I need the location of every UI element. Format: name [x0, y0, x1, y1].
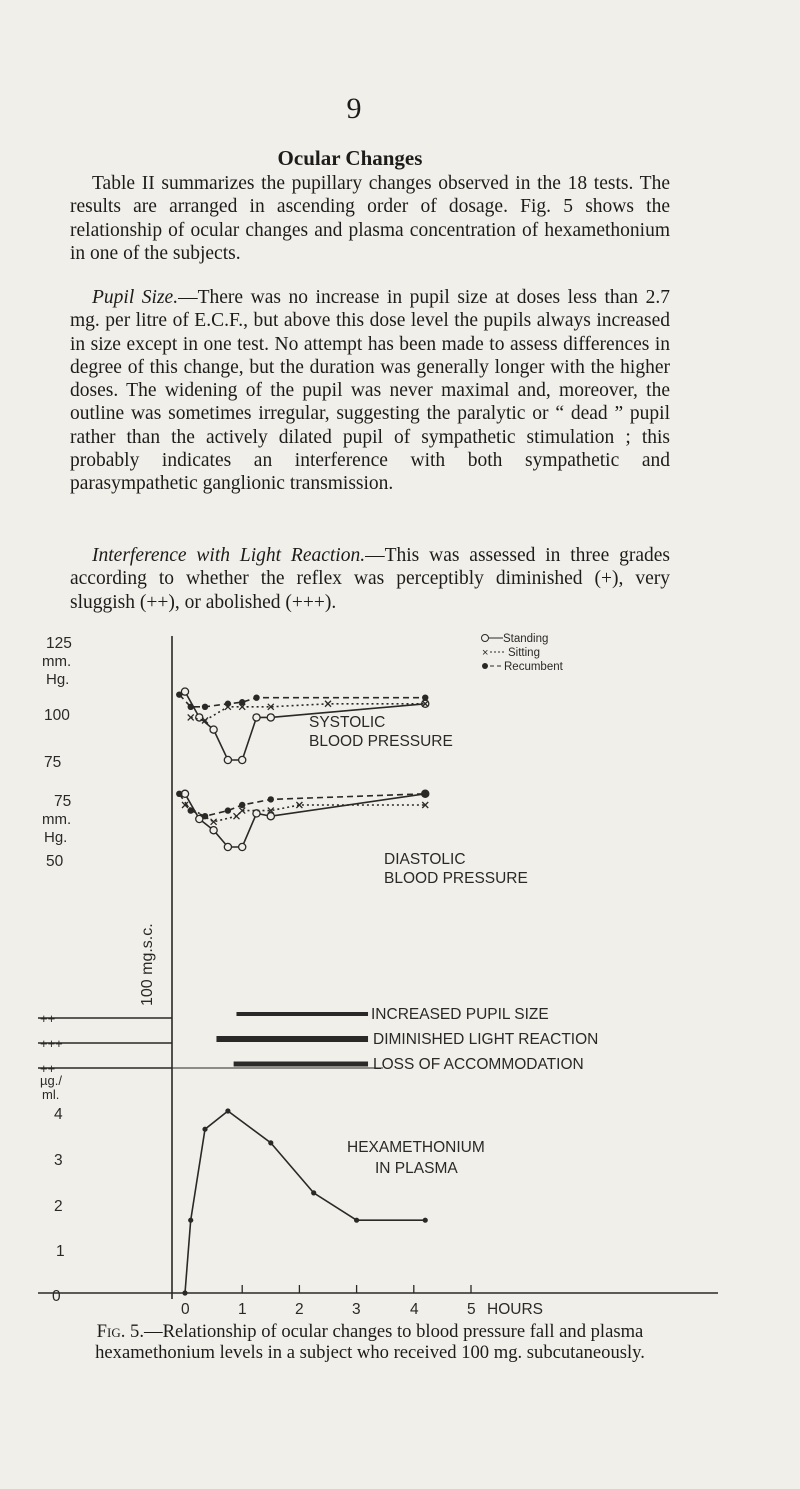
- plasma-point: [311, 1190, 316, 1195]
- bar-grade: +++: [40, 1036, 63, 1051]
- paragraph-lead: Interference with Light Reaction.: [92, 545, 366, 566]
- ocular-bar-0: [236, 1012, 368, 1016]
- plasma-point: [423, 1218, 428, 1223]
- plasma-unit: µg./: [40, 1073, 62, 1088]
- x-tick: 3: [352, 1301, 361, 1318]
- diastolic-point-standing: [224, 843, 231, 850]
- systolic-point-recumbent: [176, 691, 182, 697]
- systolic-point-sitting: [188, 714, 194, 720]
- diastolic-point-sitting: [233, 813, 239, 819]
- plasma-point: [354, 1218, 359, 1223]
- paragraph-summary: [70, 172, 670, 265]
- diastolic-series-sitting: [185, 805, 425, 822]
- caption-text: —Relationship of ocular changes to blood pressure fall and plasma hexamethonium levels in a subject who received 100 mg. subcutaneously.: [95, 1321, 645, 1363]
- recumbent-marker-icon: [482, 663, 488, 669]
- standing-marker-icon: [482, 635, 489, 642]
- plasma-point: [268, 1140, 273, 1145]
- diastolic-label: BLOOD PRESSURE: [384, 870, 528, 887]
- x-tick: 4: [410, 1301, 419, 1318]
- legend-recumbent: Recumbent: [504, 661, 563, 673]
- sitting-marker-icon: ×: [482, 647, 489, 659]
- figure-caption: [70, 1321, 670, 1363]
- bar-label-pupil: INCREASED PUPIL SIZE: [371, 1006, 549, 1023]
- diastolic-point-recumbent: [239, 802, 245, 808]
- plasma-tick: 3: [54, 1152, 63, 1169]
- plasma-point: [202, 1127, 207, 1132]
- systolic-unit: mm.: [42, 653, 72, 670]
- diastolic-label: DIASTOLIC: [384, 851, 466, 868]
- diastolic-point-recumbent: [422, 791, 428, 797]
- diastolic-unit2: Hg.: [44, 829, 68, 846]
- bar-grade: ++: [40, 1061, 56, 1076]
- diastolic-point-standing: [196, 815, 203, 822]
- systolic-point-recumbent: [202, 704, 208, 710]
- ocular-bar-2: [234, 1062, 368, 1067]
- bar-label-light: DIMINISHED LIGHT REACTION: [373, 1031, 599, 1048]
- paragraph-pupil-size: [70, 286, 670, 496]
- legend-standing: Standing: [503, 633, 549, 645]
- legend-sitting: Sitting: [508, 647, 540, 659]
- systolic-point-standing: [267, 714, 274, 721]
- paragraph-text: —This was assessed in three grades according to whether the reflex was perceptibly diminished (+), very sluggish (++), or abolished (+++).: [70, 545, 670, 613]
- plasma-point: [188, 1218, 193, 1223]
- dose-label: 100 mg.s.c.: [139, 923, 156, 1006]
- systolic-point-recumbent: [422, 694, 428, 700]
- systolic-tick: 100: [44, 707, 70, 724]
- paragraph-lead: Pupil Size.: [92, 287, 179, 308]
- systolic-point-standing: [253, 714, 260, 721]
- plot-marks: [176, 688, 471, 1296]
- diastolic-point-standing: [210, 827, 217, 834]
- systolic-point-standing: [210, 726, 217, 733]
- plasma-tick: 2: [54, 1198, 63, 1215]
- bar-label-accommodation: LOSS OF ACCOMMODATION: [373, 1056, 584, 1073]
- x-tick: 1: [238, 1301, 247, 1318]
- x-tick: 2: [295, 1301, 304, 1318]
- systolic-point-recumbent: [225, 701, 231, 707]
- section-heading: Ocular Changes: [277, 146, 423, 170]
- figure-5-svg: [38, 616, 728, 1321]
- diastolic-point-standing: [239, 843, 246, 850]
- diastolic-point-recumbent: [225, 807, 231, 813]
- caption-label: Fig. 5.: [96, 1321, 144, 1342]
- plasma-label: IN PLASMA: [375, 1160, 458, 1177]
- bar-grade: ++: [40, 1011, 56, 1026]
- paragraph-text: —There was no increase in pupil size at doses less than 2.7 mg. per litre of E.C.F., but above this dose level the pupils always increased in size except in one test. No attempt has been made to assess differences in degree of this change, but the duration was generally longer with the higher doses. The widening of the pupil was never maximal and, moreover, the outline was sometimes irregular, suggesting the paralytic or “ dead ” pupil rather than the actively dilated pupil of sympathetic stimulation ; this probably indicates an interference with both sympathetic and parasympathetic ganglionic transmission.: [70, 287, 670, 495]
- systolic-tick: 125: [46, 635, 72, 652]
- figure-5: [38, 616, 728, 1321]
- plasma-tick: 4: [54, 1106, 63, 1123]
- plasma-label: HEXAMETHONIUM: [347, 1139, 485, 1156]
- systolic-point-recumbent: [188, 704, 194, 710]
- x-tick: 0: [181, 1301, 190, 1318]
- systolic-point-recumbent: [239, 699, 245, 705]
- systolic-label: SYSTOLIC: [309, 714, 386, 731]
- plasma-tick: 1: [56, 1243, 65, 1260]
- plasma-tick: 0: [52, 1288, 61, 1305]
- paragraph-text: Table II summarizes the pupillary changes observed in the 18 tests. The results are arranged in ascending order of dosage. Fig. 5 shows the relationship of ocular changes and plasma concentration of hexamethonium in one of the subjects.: [70, 173, 670, 264]
- x-axis-unit: HOURS: [487, 1301, 543, 1318]
- systolic-unit2: Hg.: [46, 671, 70, 688]
- ocular-bar-1: [216, 1036, 368, 1042]
- plasma-unit2: ml.: [42, 1087, 60, 1102]
- plasma-point: [182, 1290, 187, 1295]
- systolic-point-standing: [181, 688, 188, 695]
- diastolic-point-recumbent: [176, 791, 182, 797]
- diastolic-tick: 75: [54, 793, 72, 810]
- systolic-point-standing: [224, 756, 231, 763]
- diastolic-point-recumbent: [188, 807, 194, 813]
- plasma-point: [225, 1108, 230, 1113]
- diastolic-point-recumbent: [268, 796, 274, 802]
- systolic-point-sitting: [325, 701, 331, 707]
- diastolic-point-recumbent: [202, 813, 208, 819]
- paragraph-light-reaction: [70, 544, 670, 614]
- diastolic-unit: mm.: [42, 811, 72, 828]
- systolic-tick: 75: [44, 754, 62, 771]
- systolic-point-standing: [239, 756, 246, 763]
- diastolic-tick: 50: [46, 853, 64, 870]
- x-tick: 5: [467, 1301, 476, 1318]
- systolic-point-recumbent: [253, 694, 259, 700]
- page-number: 9: [346, 92, 362, 125]
- systolic-label: BLOOD PRESSURE: [309, 733, 453, 750]
